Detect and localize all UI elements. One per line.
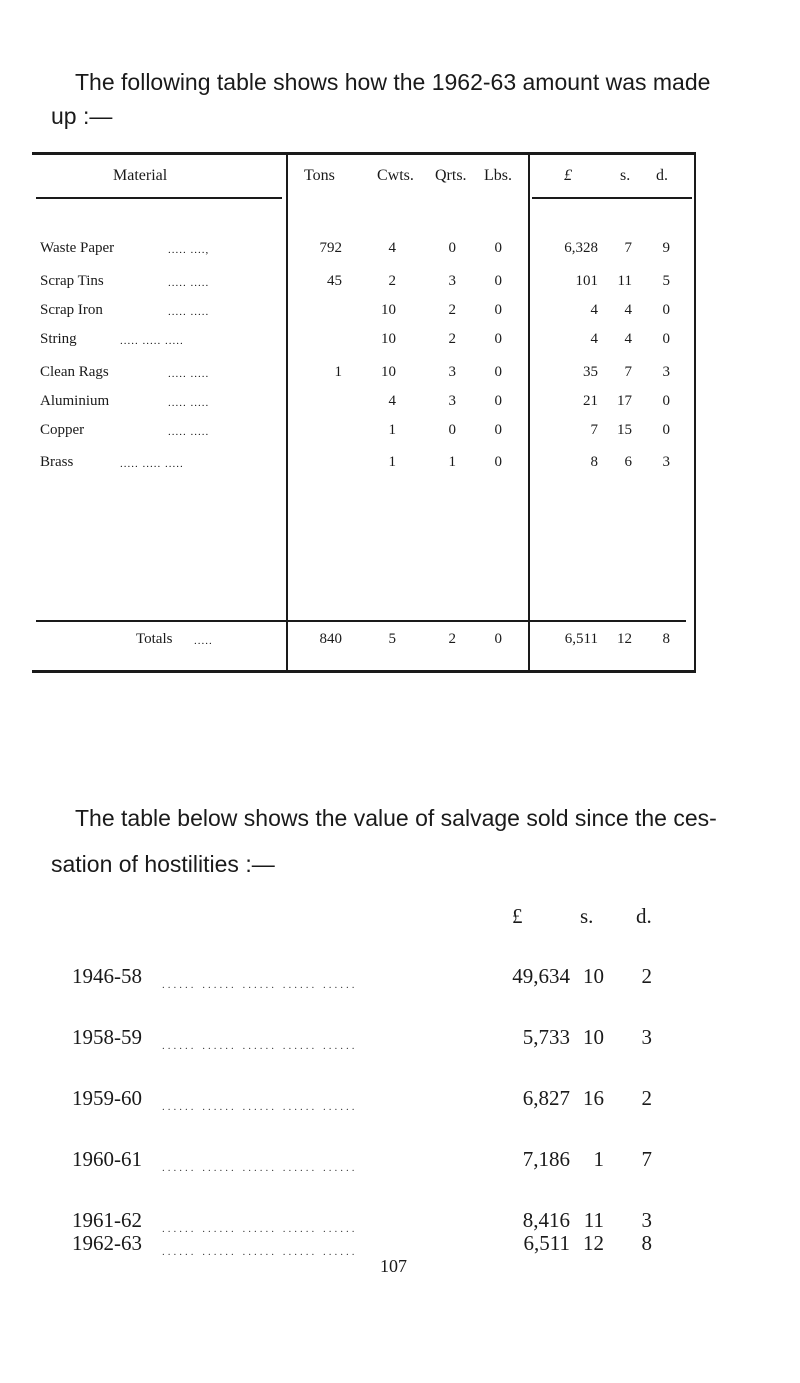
row-pounds: 4 (590, 302, 598, 318)
intro-line-1: The following table shows how the 1962-63 amount was made (75, 69, 711, 95)
leader-dots: ..... ..... (168, 277, 210, 289)
salvage-pence: 3 (641, 1025, 652, 1049)
salvage-pounds: 6,827 (522, 1086, 570, 1110)
row-material: Brass (40, 454, 74, 470)
row-material: Waste Paper (40, 240, 115, 256)
row-pence: 0 (662, 331, 670, 347)
salvage-pence: 2 (641, 964, 652, 988)
header-shillings: s. (620, 167, 631, 184)
totals-tons: 840 (319, 631, 342, 647)
intro-line-2: up :— (51, 103, 113, 129)
row-cwts: 2 (388, 273, 396, 289)
row-qrts: 3 (448, 273, 456, 289)
salvage-year: 1960-61 (72, 1147, 142, 1171)
totals-shillings: 12 (617, 631, 632, 647)
row-qrts: 3 (448, 364, 456, 380)
row-pence: 9 (662, 240, 670, 256)
row-material: Scrap Tins (40, 273, 104, 289)
leader-dots: ..... ..... (168, 426, 210, 438)
row-qrts: 2 (448, 302, 456, 318)
leader-dots: ...... ...... ...... ...... ...... (162, 1162, 358, 1174)
salvage-pounds: 7,186 (522, 1147, 570, 1171)
row-pounds: 6,328 (564, 240, 598, 256)
row-lbs: 0 (494, 331, 502, 347)
material-table (32, 152, 696, 674)
column-divider (528, 155, 530, 670)
salvage-pounds: 49,634 (512, 964, 570, 988)
totals-pence: 8 (662, 631, 670, 647)
row-material: String (40, 331, 77, 347)
row-cwts: 10 (381, 364, 396, 380)
row-material: Aluminium (40, 393, 110, 409)
row-qrts: 0 (448, 422, 456, 438)
salvage-line-1: The table below shows the value of salvage sold since the ces- (75, 805, 717, 831)
leader-dots: ...... ...... ...... ...... ...... (162, 1246, 358, 1258)
row-lbs: 0 (494, 240, 502, 256)
totals-qrts: 2 (448, 631, 456, 647)
totals-pounds: 6,511 (564, 631, 598, 647)
row-cwts: 1 (388, 422, 396, 438)
header-qrts: Qrts. (435, 167, 467, 184)
row-pounds: 8 (590, 454, 598, 470)
salvage-shillings: 10 (583, 1025, 604, 1049)
salvage-year: 1961-62 (72, 1208, 142, 1232)
leader-dots: ..... (194, 635, 213, 647)
row-lbs: 0 (494, 273, 502, 289)
row-material: Clean Rags (40, 364, 109, 380)
row-shillings: 7 (624, 240, 632, 256)
row-pounds: 4 (590, 331, 598, 347)
row-material: Scrap Iron (40, 302, 103, 318)
row-tons: 792 (319, 240, 342, 256)
table-bottom-rule (32, 670, 696, 673)
column-divider (286, 155, 288, 670)
row-lbs: 0 (494, 393, 502, 409)
salvage-pounds: 5,733 (522, 1025, 570, 1049)
header-rule (36, 197, 282, 199)
header-pounds: £ (564, 167, 572, 184)
salvage-pence: 8 (641, 1231, 652, 1255)
totals-rule (36, 620, 686, 622)
leader-dots: ..... ..... (168, 306, 210, 318)
row-pounds: 101 (575, 273, 598, 289)
header-tons: Tons (304, 167, 335, 184)
header-rule (532, 197, 692, 199)
salvage-year: 1946-58 (72, 964, 142, 988)
row-shillings: 6 (624, 454, 632, 470)
row-qrts: 3 (448, 393, 456, 409)
totals-label: Totals (136, 631, 173, 647)
totals-lbs: 0 (494, 631, 502, 647)
column-divider (694, 155, 696, 670)
header-lbs: Lbs. (484, 167, 512, 184)
row-pounds: 7 (590, 422, 598, 438)
row-shillings: 15 (617, 422, 632, 438)
row-cwts: 1 (388, 454, 396, 470)
salvage-pence: 2 (641, 1086, 652, 1110)
row-shillings: 11 (617, 273, 632, 289)
row-pence: 0 (662, 422, 670, 438)
leader-dots: ..... ..... (168, 368, 210, 380)
salvage-shillings: 12 (583, 1231, 604, 1255)
salvage-year: 1962-63 (72, 1231, 142, 1255)
row-lbs: 0 (494, 422, 502, 438)
row-tons: 45 (327, 273, 342, 289)
salvage-pence: 7 (641, 1147, 652, 1171)
row-shillings: 4 (624, 302, 632, 318)
salvage-year: 1958-59 (72, 1025, 142, 1049)
row-tons: 1 (334, 364, 342, 380)
row-cwts: 4 (388, 240, 396, 256)
intro-paragraph (51, 65, 765, 133)
row-material: Copper (40, 422, 85, 438)
row-lbs: 0 (494, 302, 502, 318)
row-cwts: 10 (381, 302, 396, 318)
page-number: 107 (380, 1256, 407, 1276)
header-material: Material (113, 167, 168, 184)
salvage-shillings: 16 (583, 1086, 604, 1110)
salvage-pounds: 6,511 (523, 1231, 570, 1255)
row-pounds: 35 (583, 364, 598, 380)
totals-cwts: 5 (388, 631, 396, 647)
row-pence: 3 (662, 364, 670, 380)
leader-dots: ..... ..... ..... (120, 335, 184, 347)
row-shillings: 4 (624, 331, 632, 347)
header-cwts: Cwts. (377, 167, 414, 184)
salvage-year: 1959-60 (72, 1086, 142, 1110)
leader-dots: ..... ..... ..... (120, 458, 184, 470)
salvage-shillings: 11 (583, 1208, 604, 1232)
row-pence: 5 (662, 273, 670, 289)
salvage-line-2: sation of hostilities :— (51, 851, 275, 877)
row-cwts: 4 (388, 393, 396, 409)
row-qrts: 0 (448, 240, 456, 256)
leader-dots: ..... ..... (168, 397, 210, 409)
row-cwts: 10 (381, 331, 396, 347)
salvage-header-pounds: £ (512, 904, 523, 928)
leader-dots: ...... ...... ...... ...... ...... (162, 1040, 358, 1052)
salvage-shillings: 1 (593, 1147, 604, 1171)
row-shillings: 17 (617, 393, 632, 409)
salvage-shillings: 10 (583, 964, 604, 988)
row-pence: 3 (662, 454, 670, 470)
salvage-header-pence: d. (636, 904, 652, 928)
table-top-rule (32, 152, 696, 155)
salvage-pence: 3 (641, 1208, 652, 1232)
row-pence: 0 (662, 393, 670, 409)
salvage-paragraph (51, 801, 765, 881)
salvage-header-shillings: s. (580, 904, 594, 928)
leader-dots: ...... ...... ...... ...... ...... (162, 1101, 358, 1113)
row-lbs: 0 (494, 364, 502, 380)
row-qrts: 2 (448, 331, 456, 347)
row-pounds: 21 (583, 393, 598, 409)
row-lbs: 0 (494, 454, 502, 470)
leader-dots: ...... ...... ...... ...... ...... (162, 1223, 358, 1235)
leader-dots: ...... ...... ...... ...... ...... (162, 979, 358, 991)
leader-dots: ..... ...., (168, 244, 210, 256)
salvage-pounds: 8,416 (522, 1208, 570, 1232)
header-pence: d. (656, 167, 668, 184)
row-shillings: 7 (624, 364, 632, 380)
row-pence: 0 (662, 302, 670, 318)
row-qrts: 1 (448, 454, 456, 470)
